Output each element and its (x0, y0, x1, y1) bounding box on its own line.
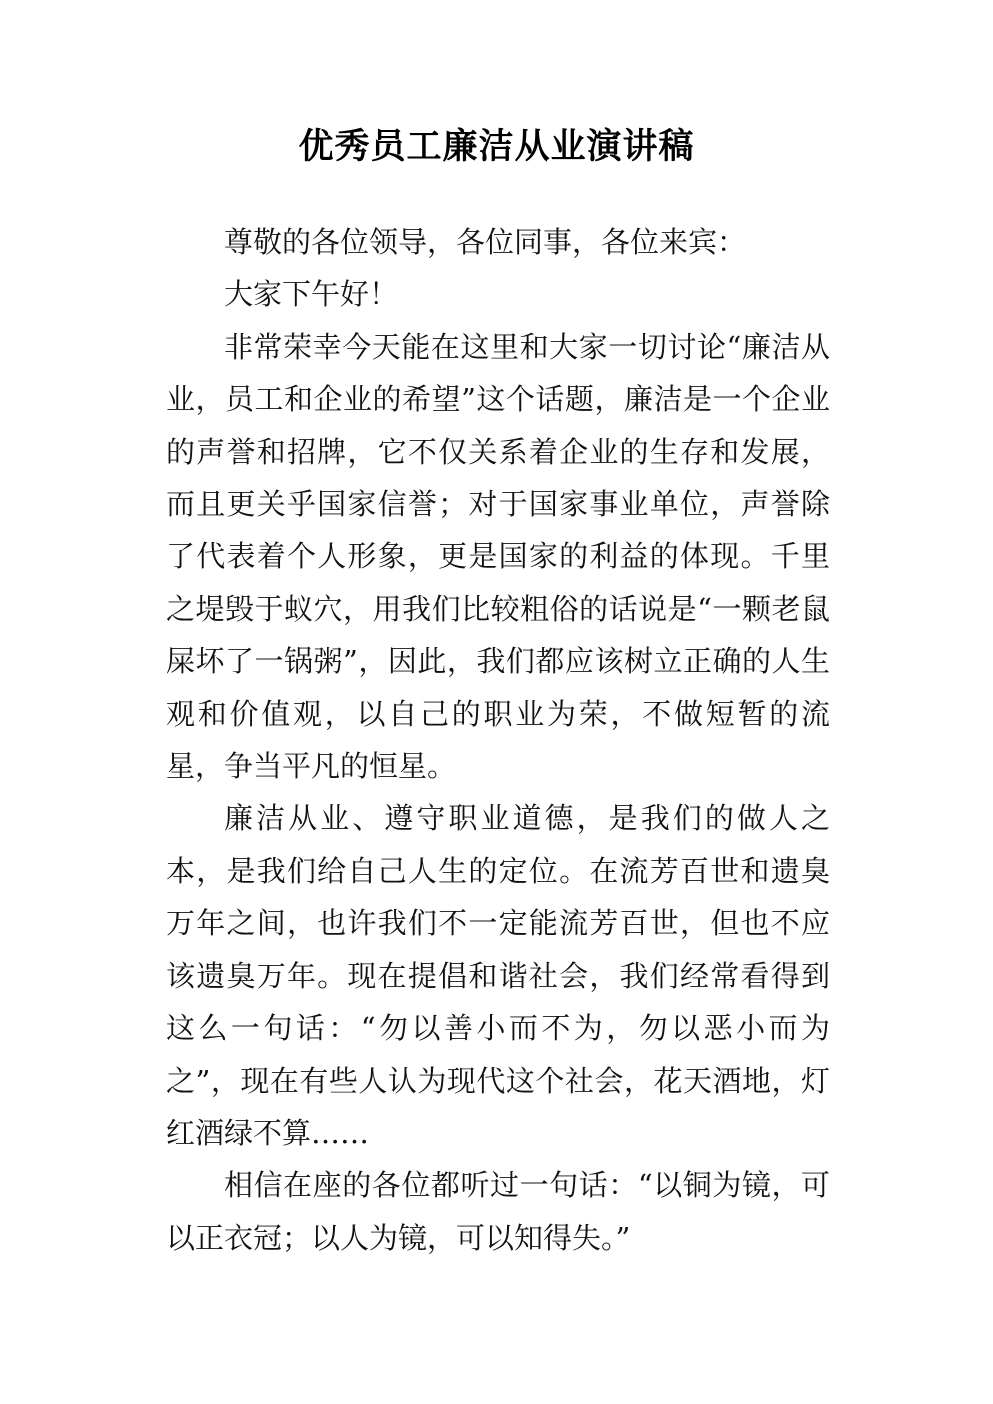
paragraph-greeting: 尊敬的各位领导，各位同事，各位来宾： (224, 225, 747, 259)
paragraph-integrity: 廉洁从业、遵守职业道德，是我们的做人之本，是我们给自己人生的定位。在流芳百世和遗臭万年之间，也许我们不一定能流芳百世，但也不应该遗臭万年。现在提倡和谐社会，我们经常看得到这么一句话：“勿以善小而不为，勿以恶小而为之”，现在有些人认为现代这个社会，花天酒地，灯红酒绿不算…… (166, 801, 830, 1150)
document-title: 优秀员工廉洁从业演讲稿 (298, 127, 695, 167)
paragraph-mirror-quote: 相信在座的各位都听过一句话：“以铜为镜，可以正衣冠；以人为镜，可以知得失。” (166, 1168, 830, 1255)
paragraph-salutation: 大家下午好！ (224, 277, 399, 312)
paragraph-intro: 非常荣幸今天能在这里和大家一切讨论“廉洁从业，员工和企业的希望”这个话题，廉洁是一个企业的声誉和招牌，它不仅关系着企业的生存和发展，而且更关乎国家信誉；对于国家事业单位，声誉除了代表着个人形象，更是国家的利益的体现。千里之堤毁于蚁穴，用我们比较粗俗的话说是“一颗老鼠屎坏了一锅粥”，因此，我们都应该树立正确的人生观和价值观，以自己的职业为荣，不做短暂的流星，争当平凡的恒星。 (166, 329, 830, 784)
document-body (166, 216, 830, 1264)
